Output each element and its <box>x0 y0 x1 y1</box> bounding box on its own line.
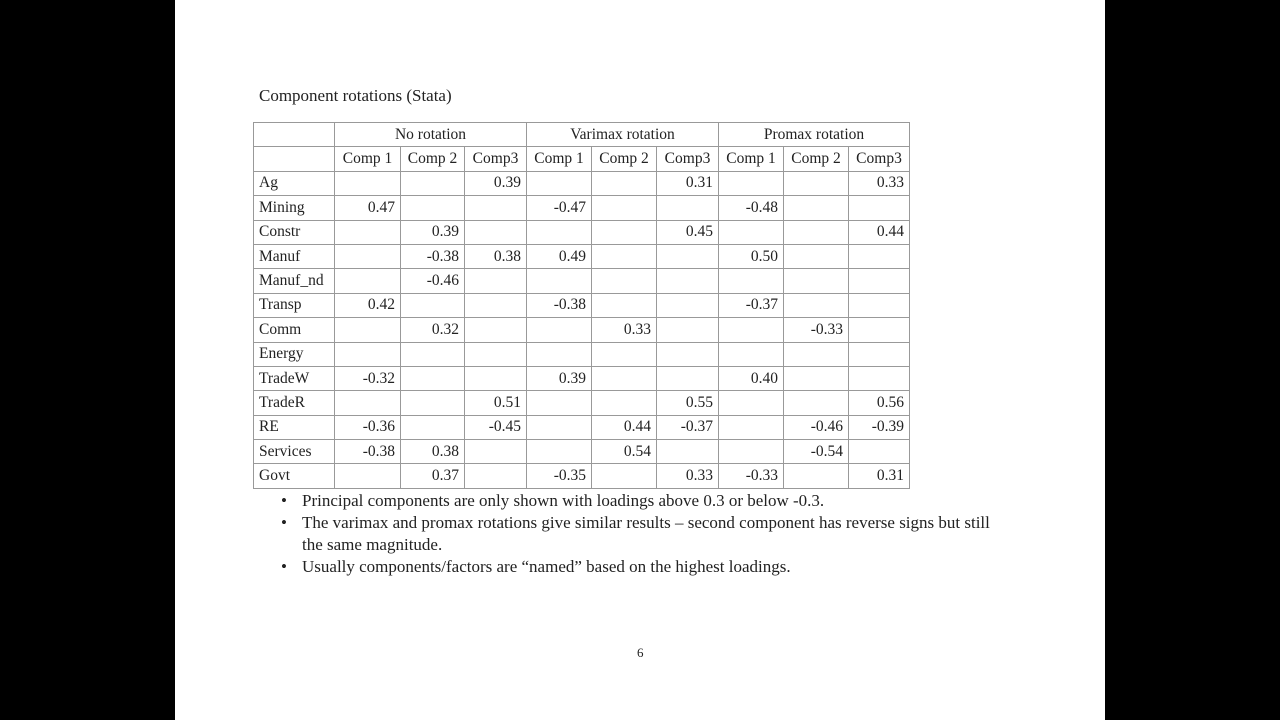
loading-cell <box>784 171 849 195</box>
loading-cell: -0.35 <box>527 464 592 488</box>
loading-cell <box>527 220 592 244</box>
loading-cell <box>719 269 784 293</box>
loading-cell: -0.37 <box>719 293 784 317</box>
loading-cell <box>849 269 910 293</box>
loading-cell <box>527 318 592 342</box>
loading-cell: -0.45 <box>465 415 527 439</box>
loading-cell <box>465 196 527 220</box>
page-number: 6 <box>637 645 644 660</box>
loading-cell <box>465 342 527 366</box>
loading-cell <box>465 220 527 244</box>
loading-cell <box>335 391 401 415</box>
loading-cell <box>784 244 849 268</box>
loading-cell <box>527 391 592 415</box>
loading-cell <box>335 171 401 195</box>
loading-cell: 0.33 <box>849 171 910 195</box>
loading-cell <box>465 269 527 293</box>
table-row <box>254 318 910 342</box>
row-label: Ag <box>254 171 335 195</box>
column-header: Comp3 <box>849 147 910 171</box>
loading-cell: 0.54 <box>592 440 657 464</box>
loading-cell <box>657 269 719 293</box>
loading-cell: 0.47 <box>335 196 401 220</box>
loading-cell <box>784 391 849 415</box>
row-label: Manuf <box>254 244 335 268</box>
loading-cell <box>401 171 465 195</box>
table-row <box>254 244 910 268</box>
row-label: Govt <box>254 464 335 488</box>
loading-cell: 0.33 <box>592 318 657 342</box>
table-row <box>254 440 910 464</box>
loading-cell <box>335 464 401 488</box>
loading-cell <box>849 440 910 464</box>
group-header-row <box>254 123 910 147</box>
loading-cell <box>401 366 465 390</box>
row-label: TradeR <box>254 391 335 415</box>
loading-cell <box>719 440 784 464</box>
loading-cell <box>849 196 910 220</box>
loading-cell <box>719 171 784 195</box>
table-row <box>254 464 910 488</box>
column-header: Comp 1 <box>527 147 592 171</box>
loading-cell: 0.37 <box>401 464 465 488</box>
loading-cell <box>592 244 657 268</box>
loading-cell <box>465 440 527 464</box>
loading-cell: 0.40 <box>719 366 784 390</box>
slide-page <box>175 0 1105 720</box>
table-row <box>254 293 910 317</box>
column-header: Comp 2 <box>401 147 465 171</box>
table-row <box>254 415 910 439</box>
loading-cell <box>719 220 784 244</box>
corner-cell <box>254 123 335 147</box>
loading-cell: -0.48 <box>719 196 784 220</box>
loading-cell <box>527 415 592 439</box>
loading-cell <box>527 440 592 464</box>
loading-cell <box>592 366 657 390</box>
bullet-item: • Principal components are only shown with loadings above 0.3 or below -0.3. <box>281 490 1001 512</box>
row-label: Mining <box>254 196 335 220</box>
table-row <box>254 220 910 244</box>
loading-cell: 0.33 <box>657 464 719 488</box>
loading-cell: 0.51 <box>465 391 527 415</box>
loading-cell: 0.45 <box>657 220 719 244</box>
loading-cell: -0.54 <box>784 440 849 464</box>
loading-cell: -0.46 <box>401 269 465 293</box>
loading-cell: 0.32 <box>401 318 465 342</box>
loading-cell <box>335 318 401 342</box>
loading-cell <box>335 220 401 244</box>
row-label: Services <box>254 440 335 464</box>
column-header: Comp 2 <box>592 147 657 171</box>
loading-cell <box>592 196 657 220</box>
loading-cell: -0.32 <box>335 366 401 390</box>
slide-title: Component rotations (Stata) <box>259 86 452 105</box>
loading-cell: -0.46 <box>784 415 849 439</box>
table-row <box>254 196 910 220</box>
loading-cell <box>401 391 465 415</box>
loading-cell: -0.37 <box>657 415 719 439</box>
loading-cell <box>465 293 527 317</box>
loading-cell <box>719 415 784 439</box>
loading-cell <box>657 244 719 268</box>
group-header: Promax rotation <box>719 123 910 147</box>
column-header: Comp3 <box>465 147 527 171</box>
loading-cell <box>592 220 657 244</box>
loading-cell <box>784 269 849 293</box>
table-row <box>254 366 910 390</box>
loading-cell: -0.47 <box>527 196 592 220</box>
loading-cell <box>527 171 592 195</box>
loading-cell: -0.38 <box>527 293 592 317</box>
bullet-item: • Usually components/factors are “named” based on the highest loadings. <box>281 556 1001 578</box>
row-label: Energy <box>254 342 335 366</box>
loading-cell: 0.50 <box>719 244 784 268</box>
group-header: Varimax rotation <box>527 123 719 147</box>
loading-cell: 0.39 <box>465 171 527 195</box>
loading-cell <box>465 464 527 488</box>
loading-cell <box>401 342 465 366</box>
column-header: Comp3 <box>657 147 719 171</box>
loading-cell <box>592 293 657 317</box>
loading-cell: -0.33 <box>784 318 849 342</box>
loading-cell <box>592 464 657 488</box>
loading-cell: 0.44 <box>592 415 657 439</box>
table-row <box>254 391 910 415</box>
loading-cell: -0.38 <box>401 244 465 268</box>
loading-cell <box>849 366 910 390</box>
loading-cell <box>527 342 592 366</box>
loading-cell: 0.39 <box>527 366 592 390</box>
loading-cell <box>401 196 465 220</box>
loading-cell <box>849 342 910 366</box>
loading-cell <box>657 440 719 464</box>
row-label: Transp <box>254 293 335 317</box>
loading-cell <box>401 293 465 317</box>
subheader-row <box>254 147 910 171</box>
column-header: Comp 1 <box>719 147 784 171</box>
loading-cell: -0.38 <box>335 440 401 464</box>
loading-cell: 0.38 <box>401 440 465 464</box>
loading-cell <box>849 244 910 268</box>
loading-cell: -0.39 <box>849 415 910 439</box>
loading-cell: 0.31 <box>849 464 910 488</box>
bullet-list <box>281 490 1001 578</box>
row-label: RE <box>254 415 335 439</box>
loading-cell <box>592 342 657 366</box>
loading-cell <box>657 342 719 366</box>
loading-cell <box>401 415 465 439</box>
table-row <box>254 171 910 195</box>
loading-cell <box>784 220 849 244</box>
row-label: Comm <box>254 318 335 342</box>
loading-cell <box>657 366 719 390</box>
corner-cell <box>254 147 335 171</box>
row-label: TradeW <box>254 366 335 390</box>
loading-cell <box>784 366 849 390</box>
loading-cell <box>849 318 910 342</box>
loading-cell <box>335 342 401 366</box>
loading-cell <box>784 196 849 220</box>
table-row <box>254 342 910 366</box>
loading-cell: 0.49 <box>527 244 592 268</box>
group-header: No rotation <box>335 123 527 147</box>
column-header: Comp 2 <box>784 147 849 171</box>
loading-cell <box>657 293 719 317</box>
loading-cell <box>784 293 849 317</box>
loading-cell <box>719 391 784 415</box>
column-header: Comp 1 <box>335 147 401 171</box>
loading-cell <box>592 171 657 195</box>
loading-cell <box>849 293 910 317</box>
loading-cell <box>719 342 784 366</box>
loading-cell: 0.55 <box>657 391 719 415</box>
loading-cell <box>784 342 849 366</box>
loading-cell <box>465 318 527 342</box>
loading-cell <box>592 391 657 415</box>
loading-cell <box>335 269 401 293</box>
loading-cell <box>719 318 784 342</box>
table-row <box>254 269 910 293</box>
loading-cell: 0.42 <box>335 293 401 317</box>
loading-cell <box>527 269 592 293</box>
loading-cell: -0.36 <box>335 415 401 439</box>
loading-cell: 0.44 <box>849 220 910 244</box>
loading-cell <box>335 244 401 268</box>
loading-cell: -0.33 <box>719 464 784 488</box>
loadings-table <box>253 122 910 489</box>
loading-cell: 0.39 <box>401 220 465 244</box>
loading-cell: 0.38 <box>465 244 527 268</box>
loading-cell <box>657 196 719 220</box>
row-label: Manuf_nd <box>254 269 335 293</box>
loading-cell <box>465 366 527 390</box>
bullet-item: • The varimax and promax rotations give similar results – second component has reverse signs but still the same magnitude. <box>281 512 1001 556</box>
loading-cell <box>592 269 657 293</box>
loading-cell <box>784 464 849 488</box>
loading-cell: 0.56 <box>849 391 910 415</box>
loading-cell <box>657 318 719 342</box>
loading-cell: 0.31 <box>657 171 719 195</box>
row-label: Constr <box>254 220 335 244</box>
